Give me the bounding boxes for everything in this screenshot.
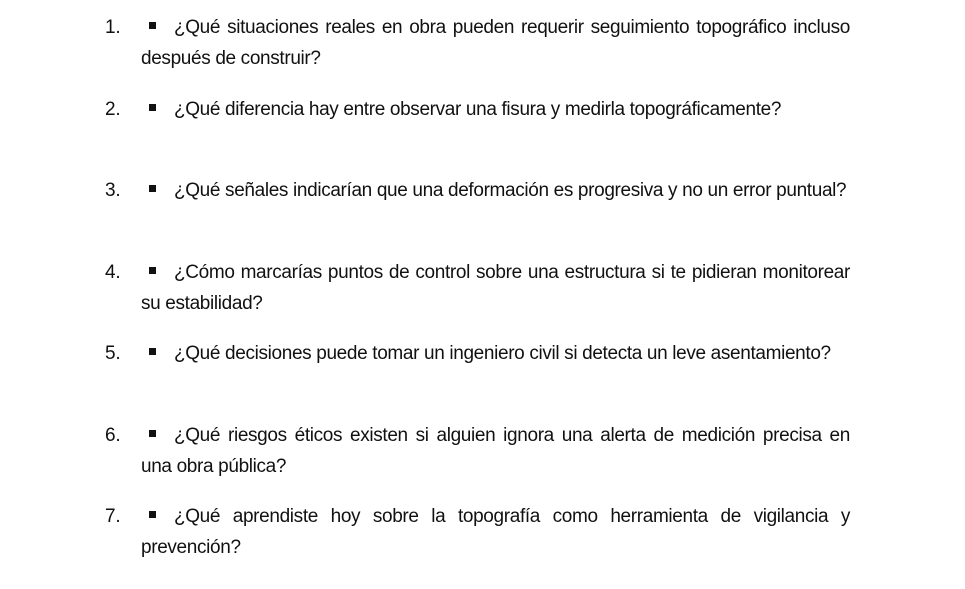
item-number: 4. (105, 261, 121, 283)
item-number: 1. (105, 17, 121, 38)
square-bullet-icon (149, 22, 156, 29)
question-text: ¿Qué aprendiste hoy sobre la topografía como herramienta de vigilancia y prevención? (141, 506, 850, 558)
question-text: ¿Qué situaciones reales en obra pueden requerir seguimiento topográfico incluso después de construir? (141, 17, 850, 69)
list-item (105, 501, 850, 583)
item-content (141, 94, 850, 125)
list-item (105, 94, 850, 176)
question-text: ¿Cómo marcarías puntos de control sobre una estructura si te pidieran monitorear su estabilidad? (141, 261, 850, 314)
question-text: ¿Qué riesgos éticos existen si alguien ignora una alerta de medición precisa en una obra pública? (141, 424, 850, 477)
item-content (141, 420, 850, 482)
square-bullet-icon (149, 348, 156, 355)
item-content (141, 338, 850, 369)
list-item (105, 175, 850, 257)
list-item (105, 12, 850, 94)
item-number: 2. (105, 98, 121, 120)
square-bullet-icon (149, 430, 156, 437)
list-item (105, 338, 850, 420)
question-text: ¿Qué diferencia hay entre observar una fisura y medirla topográficamente? (174, 98, 782, 120)
square-bullet-icon (149, 185, 156, 192)
question-text: ¿Qué decisiones puede tomar un ingeniero civil si detecta un leve asentamiento? (174, 343, 831, 364)
list-item (105, 257, 850, 339)
square-bullet-icon (149, 104, 156, 111)
item-content (141, 175, 850, 206)
list-item (105, 420, 850, 502)
square-bullet-icon (149, 511, 156, 518)
question-list (105, 12, 850, 583)
item-number: 6. (105, 424, 121, 446)
item-number: 5. (105, 343, 121, 364)
item-content (141, 257, 850, 319)
item-number: 3. (105, 180, 121, 201)
item-number: 7. (105, 506, 121, 527)
item-content (141, 501, 850, 563)
item-content (141, 12, 850, 74)
square-bullet-icon (149, 267, 156, 274)
question-text: ¿Qué señales indicarían que una deformación es progresiva y no un error puntual? (174, 180, 847, 201)
